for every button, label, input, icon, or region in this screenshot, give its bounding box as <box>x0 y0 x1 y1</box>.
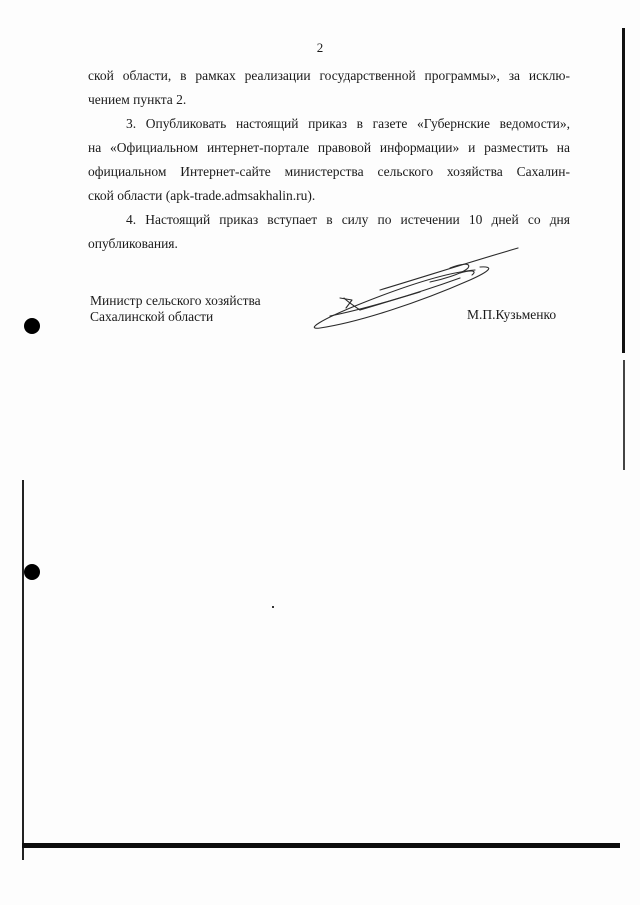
document-body <box>88 64 570 256</box>
text-line: 4. Настоящий приказ вступает в силу по истечении 10 дней со дня <box>126 212 570 227</box>
text-line: 3. Опубликовать настоящий приказ в газете «Губернские ведомости», <box>126 116 570 131</box>
page-number: 2 <box>316 40 324 55</box>
text-line: чением пункта 2. <box>88 92 187 107</box>
paragraph-continuation <box>88 64 570 112</box>
handwritten-signature <box>300 240 530 340</box>
text-line: на «Официальном интернет-портале правовой информации» и разместить на <box>88 140 570 155</box>
paragraph-item-3 <box>88 112 570 208</box>
text-line: ской области (apk-trade.admsakhalin.ru). <box>88 188 316 203</box>
punch-hole-bottom <box>24 564 40 580</box>
scan-speck <box>272 606 274 608</box>
signatory-title-line-2: Сахалинской области <box>90 309 214 324</box>
text-line: опубликования. <box>88 236 178 251</box>
signatory-name: М.П.Кузьменко <box>467 307 557 322</box>
text-line: официальном Интернет-сайте министерства сельского хозяйства Сахалин- <box>88 164 570 179</box>
signatory-title-line-1: Министр сельского хозяйства <box>90 293 261 308</box>
scan-edge-bottom <box>22 843 620 848</box>
signatory-title <box>90 293 261 325</box>
text-line: ской области, в рамках реализации государственной программы», за исклю- <box>88 68 570 83</box>
scan-edge-left <box>22 480 24 860</box>
scan-edge-right <box>622 28 625 353</box>
punch-hole-top <box>24 318 40 334</box>
scan-edge-right-lower <box>623 360 625 470</box>
